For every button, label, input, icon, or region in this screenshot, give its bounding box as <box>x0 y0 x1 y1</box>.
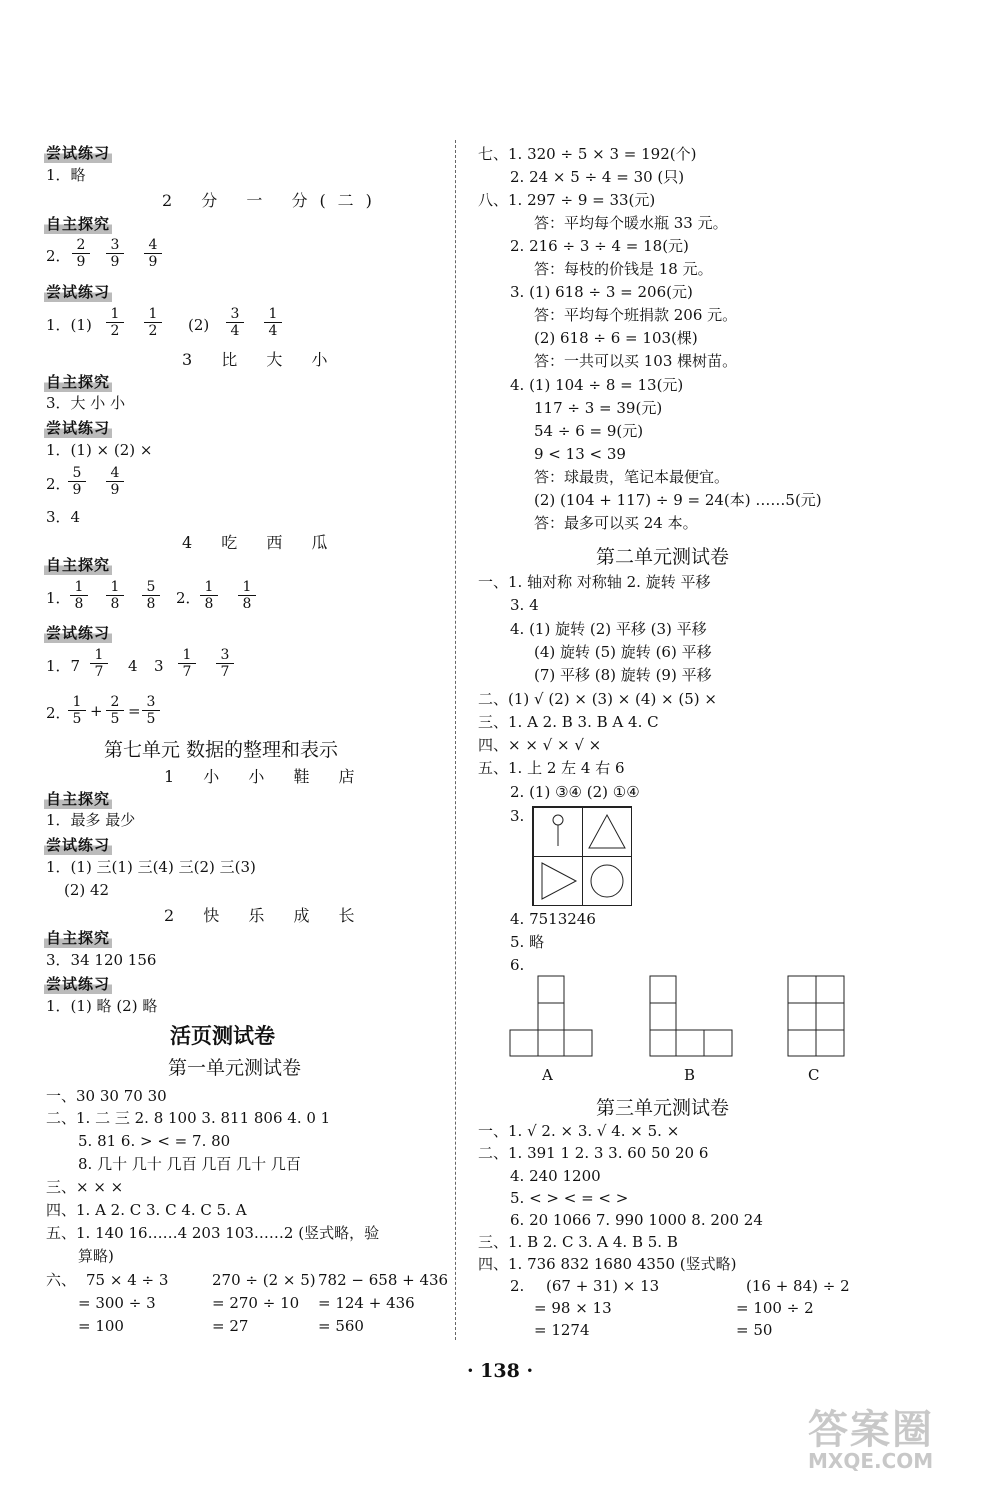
answer-line: 2. (1) ③④ (2) ①④ <box>510 783 640 801</box>
answer-label: 2． <box>46 475 71 493</box>
answer-line: 一、1. 轴对称 对称轴 2. 旋转 平移 <box>478 573 711 591</box>
fraction: 1 4 <box>264 306 282 339</box>
answer-line: 三、× × × <box>46 1178 124 1196</box>
test-title: 第三单元测试卷 <box>596 1097 730 1119</box>
answer-line: 3．34 120 156 <box>46 951 157 969</box>
answer-line: 4. (1) 旋转 (2) 平移 (3) 平移 <box>510 620 707 638</box>
answer-label: (2) <box>188 316 210 334</box>
answer-label: 2． <box>176 589 201 607</box>
equation-line: = 270 ÷ 10 <box>212 1294 300 1312</box>
section-tag: 自主探究 <box>46 556 111 574</box>
answer-line: 1．最多 最少 <box>46 811 136 829</box>
equation-line: 75 × 4 ÷ 3 <box>86 1271 169 1289</box>
fraction: 2 5 <box>106 694 124 727</box>
answer-line: 5. 略 <box>510 933 545 951</box>
part-title: 活页测试卷 <box>170 1024 275 1048</box>
triangle-up-icon <box>583 808 631 856</box>
fraction: 1 2 <box>106 306 124 339</box>
pin-icon <box>534 808 582 856</box>
section-tag: 自主探究 <box>46 373 111 391</box>
answer-label: 1． <box>46 589 71 607</box>
answer-line: 1．(1) 略 (2) 略 <box>46 997 158 1015</box>
answer-line: (2) 618 ÷ 6 = 103(棵) <box>534 329 698 347</box>
watermark-text: 答案圈 <box>808 1407 934 1453</box>
section-tag: 自主探究 <box>46 790 111 808</box>
unit-title: 第七单元 数据的整理和表示 <box>104 739 339 761</box>
fraction: 3 7 <box>216 647 234 680</box>
fraction: 5 8 <box>142 579 160 612</box>
fraction: 1 7 <box>90 647 108 680</box>
section-tag: 自主探究 <box>46 929 111 947</box>
answer-line: (2) 42 <box>64 881 110 899</box>
answer-label: 2. <box>510 1277 525 1295</box>
answer-line: 五、1. 上 2 左 4 右 6 <box>478 759 625 777</box>
section-tag: 尝试练习 <box>46 144 111 162</box>
answer-line: 6. 20 1066 7. 990 1000 8. 200 24 <box>510 1211 763 1229</box>
answer-value: 3 <box>154 657 164 675</box>
answer-line: 1．(1) × (2) × <box>46 441 153 459</box>
fraction: 1 7 <box>178 647 196 680</box>
answer-line: 54 ÷ 6 = 9(元) <box>534 422 644 440</box>
fraction: 1 8 <box>200 579 218 612</box>
equation-line: = 560 <box>318 1317 364 1335</box>
answer-line: 8. 几十 几十 几百 几百 几十 几百 <box>78 1155 301 1173</box>
fraction: 3 5 <box>142 694 160 727</box>
section-tag: 尝试练习 <box>46 283 111 301</box>
equation-line: (16 + 84) ÷ 2 <box>746 1277 850 1295</box>
circle-icon <box>583 857 631 905</box>
fraction: 4 9 <box>144 237 162 270</box>
equation-line: (67 + 31) × 13 <box>546 1277 660 1295</box>
test-title: 第一单元测试卷 <box>168 1057 302 1079</box>
section-tag: 尝试练习 <box>46 419 111 437</box>
answer-line: 1．(1) 三(1) 三(4) 三(2) 三(3) <box>46 858 256 876</box>
answer-line: 2. 216 ÷ 3 ÷ 4 = 18(元) <box>510 237 689 255</box>
answer-line: 4. 240 1200 <box>510 1167 601 1185</box>
answer-line: 9 < 13 < 39 <box>534 445 626 463</box>
answer-line: 二、(1) √ (2) × (3) × (4) × (5) × <box>478 690 717 708</box>
answer-line: 三、1. B 2. C 3. A 4. B 5. B <box>478 1233 678 1251</box>
answer-label: 2． <box>46 247 71 265</box>
answer-line: 答：最多可以买 24 本。 <box>534 514 698 532</box>
fraction: 1 8 <box>238 579 256 612</box>
figure-label-c: C <box>808 1066 820 1084</box>
answer-line: 6. <box>510 956 525 974</box>
section-tag: 尝试练习 <box>46 975 111 993</box>
section-tag: 自主探究 <box>46 215 111 233</box>
answer-line: 一、30 30 70 30 <box>46 1087 167 1105</box>
answer-line: 七、1. 320 ÷ 5 × 3 = 192(个) <box>478 145 697 163</box>
section-tag: 尝试练习 <box>46 836 111 854</box>
equation-line: = 300 ÷ 3 <box>78 1294 156 1312</box>
answer-line: 5. 81 6. > < = 7. 80 <box>78 1132 231 1150</box>
answer-line: 一、1. √ 2. × 3. √ 4. × 5. × <box>478 1122 680 1140</box>
grid-cell <box>533 807 583 857</box>
shapes-grid <box>532 806 632 906</box>
answer-line: 5. < > < = < > <box>510 1189 629 1207</box>
equation-line: = 27 <box>212 1317 249 1335</box>
test-title: 第二单元测试卷 <box>596 546 730 568</box>
answer-line: 四、1. A 2. C 3. C 4. C 5. A <box>46 1201 247 1219</box>
answer-line: (2) (104 + 117) ÷ 9 = 24(本) ……5(元) <box>534 491 822 509</box>
answer-line: 答：每枝的价钱是 18 元。 <box>534 260 713 278</box>
answer-label: 1．7 <box>46 657 81 675</box>
answer-line: (4) 旋转 (5) 旋转 (6) 平移 <box>534 643 712 661</box>
grid-cell <box>533 856 583 906</box>
fraction: 3 4 <box>226 306 244 339</box>
answer-line: 四、1. 736 832 1680 4350 (竖式略) <box>478 1255 737 1273</box>
fraction: 3 9 <box>106 237 124 270</box>
column-divider <box>455 140 456 1340</box>
answer-line: 3. 4 <box>510 596 539 614</box>
plus-sign: + <box>90 702 103 720</box>
fraction: 1 8 <box>106 579 124 612</box>
answer-line: 1．略 <box>46 166 86 184</box>
figure-label-b: B <box>684 1066 696 1084</box>
equation-line: = 124 + 436 <box>318 1294 415 1312</box>
section-tag: 尝试练习 <box>46 624 111 642</box>
lesson-title: 2 快 乐 成 长 <box>164 906 367 925</box>
triangle-right-icon <box>534 857 582 905</box>
answer-value: 4 <box>128 657 138 675</box>
answer-line: 3. (1) 618 ÷ 3 = 206(元) <box>510 283 693 301</box>
lesson-title: 4 吃 西 瓜 <box>182 533 340 552</box>
answer-line: 4. (1) 104 ÷ 8 = 13(元) <box>510 376 684 394</box>
fraction: 1 5 <box>68 694 86 727</box>
lesson-title: 1 小 小 鞋 店 <box>164 767 367 786</box>
answer-label: 六、 <box>46 1271 77 1289</box>
answer-line: 答：球最贵，笔记本最便宜。 <box>534 468 730 486</box>
lesson-title: 3 比 大 小 <box>182 350 340 369</box>
fraction: 5 9 <box>68 465 86 498</box>
answer-line: 4. 7513246 <box>510 910 596 928</box>
answer-line: 3．大 小 小 <box>46 394 126 412</box>
watermark-url: MXQE.COM <box>808 1449 934 1473</box>
answer-line: 四、× × √ × √ × <box>478 736 602 754</box>
answer-line: 二、1. 二 三 2. 8 100 3. 811 806 4. 0 1 <box>46 1109 331 1127</box>
answer-line: 2. 24 × 5 ÷ 4 = 30 (只) <box>510 168 685 186</box>
answer-label: 1．(1) <box>46 316 92 334</box>
answer-line: 二、1. 391 1 2. 3 3. 60 50 20 6 <box>478 1144 709 1162</box>
lesson-title: 2 分 一 分(二) <box>162 191 384 210</box>
grid-cell <box>582 856 632 906</box>
fraction: 4 9 <box>106 465 124 498</box>
answer-line: 答：平均每个暖水瓶 33 元。 <box>534 214 728 232</box>
page-number: · 138 · <box>466 1360 534 1382</box>
equation-line: = 98 × 13 <box>534 1299 612 1317</box>
equation-line: = 100 ÷ 2 <box>736 1299 814 1317</box>
figure-label-a: A <box>542 1066 553 1084</box>
equation-line: = 100 <box>78 1317 124 1335</box>
answer-line: 答：一共可以买 103 棵树苗。 <box>534 352 738 370</box>
equation-line: = 50 <box>736 1321 773 1339</box>
answer-line: 答：平均每个班捐款 206 元。 <box>534 306 738 324</box>
answer-line: 117 ÷ 3 = 39(元) <box>534 399 663 417</box>
answer-line: 三、1. A 2. B 3. B A 4. C <box>478 713 659 731</box>
equals-sign: = <box>128 702 141 720</box>
fraction: 1 2 <box>144 306 162 339</box>
answer-line: 五、1. 140 16……4 203 103……2 (竖式略，验 <box>46 1224 380 1242</box>
answer-line: 八、1. 297 ÷ 9 = 33(元) <box>478 191 656 209</box>
equation-line: 782 − 658 + 436 <box>318 1271 449 1289</box>
fraction: 1 8 <box>70 579 88 612</box>
equation-line: = 1274 <box>534 1321 590 1339</box>
watermark-logo <box>808 1398 934 1473</box>
block-views-figure <box>506 972 852 1062</box>
answer-label: 2． <box>46 704 71 722</box>
grid-cell <box>582 807 632 857</box>
fraction: 2 9 <box>72 237 90 270</box>
answer-line: 3. <box>510 807 525 825</box>
answer-line: 算略) <box>78 1247 114 1265</box>
answer-line: 3．4 <box>46 508 81 526</box>
answer-line: (7) 平移 (8) 旋转 (9) 平移 <box>534 666 712 684</box>
equation-line: 270 ÷ (2 × 5) <box>212 1271 316 1289</box>
